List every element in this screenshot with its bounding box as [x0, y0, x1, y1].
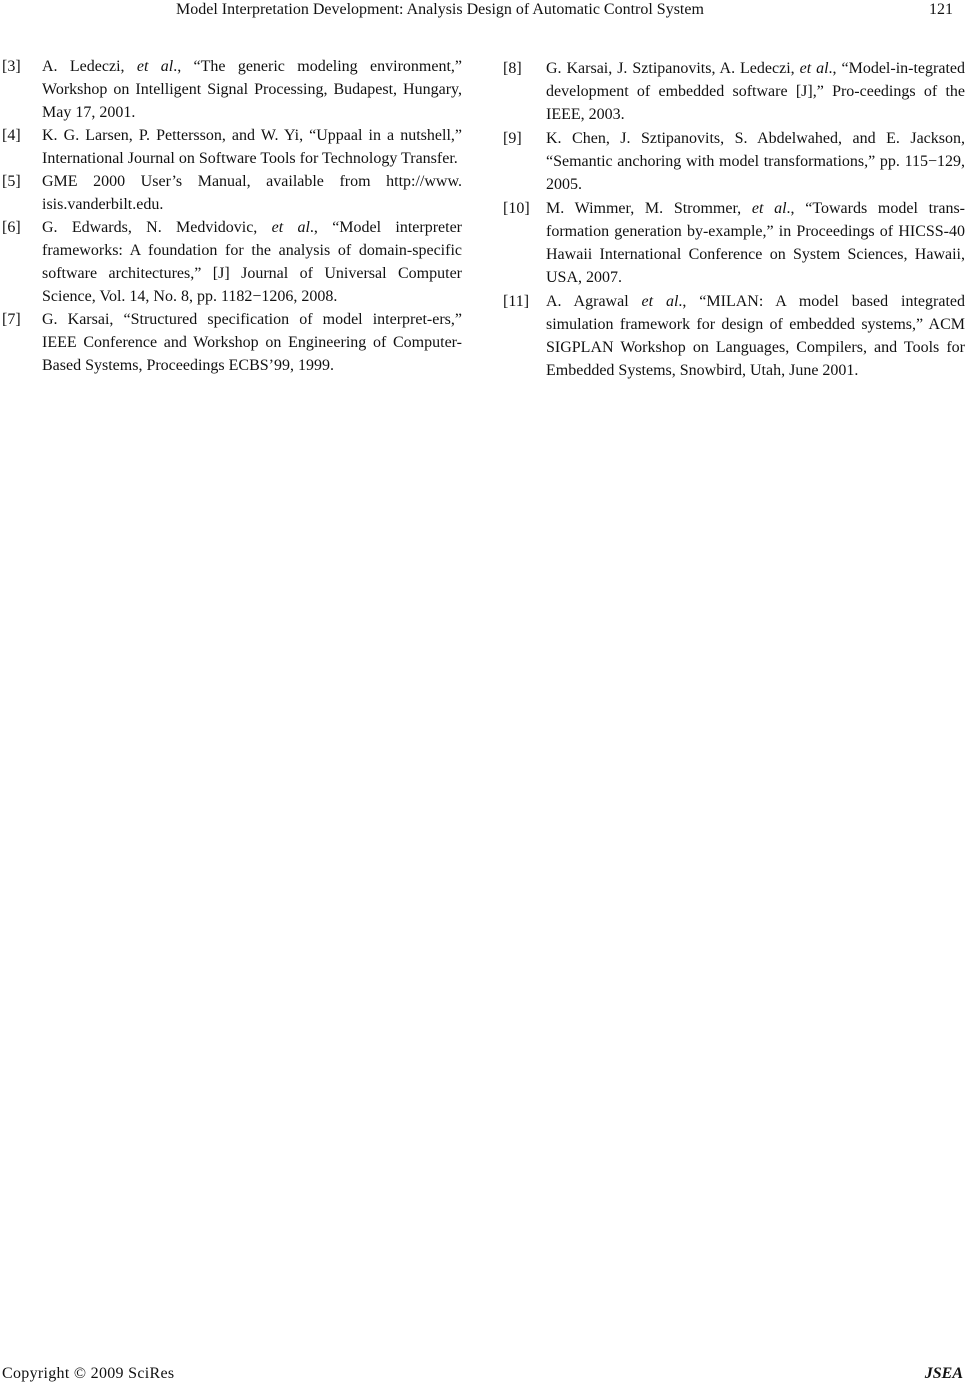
reference-item [2, 216, 462, 308]
reference-item [503, 197, 965, 289]
reference-number: [3] [2, 58, 21, 75]
reference-text: G. Karsai, J. Sztipanovits, A. Ledeczi, et al., “Model-in-tegrated development of embedded software [J],” Pro-ceedings of the IEEE, 2003. [546, 60, 965, 123]
reference-text: G. Karsai, “Structured specification of model interpret-ers,” IEEE Conference and Workshop on Engineering of Computer-Based Systems, Proceedings ECBS’99, 1999. [42, 311, 462, 374]
reference-text: A. Ledeczi, et al., “The generic modeling environment,” Workshop on Intelligent Signal Processing, Budapest, Hungary, May 17, 2001. [42, 58, 462, 121]
reference-item [503, 290, 965, 382]
reference-text: M. Wimmer, M. Strommer, et al., “Towards model trans-formation generation by-example,” in Proceedings of HICSS-40 Hawaii International Conference on System Sciences, Hawaii, USA, 2007. [546, 200, 965, 286]
reference-number: [8] [503, 60, 522, 77]
reference-number: [11] [503, 293, 530, 310]
running-header [0, 0, 967, 24]
running-title: Model Interpretation Development: Analysis Design of Automatic Control System [176, 1, 704, 18]
reference-item [2, 308, 462, 377]
reference-number: [10] [503, 200, 530, 217]
reference-item [2, 170, 462, 216]
reference-text: G. Edwards, N. Medvidovic, et al., “Model interpreter frameworks: A foundation for the analysis of domain-specific software architectures,” [J] Journal of Universal Computer Science, Vol. 14, No. 8, pp. 1182−1206, 2008. [42, 219, 462, 305]
reference-text: A. Agrawal et al., “MILAN: A model based integrated simulation framework for design of embedded systems,” ACM SIGPLAN Workshop on Languages, Compilers, and Tools for Embedded Systems, Snowbird, Utah, June 2001. [546, 293, 965, 379]
reference-number: [6] [2, 219, 21, 236]
reference-number: [9] [503, 130, 522, 147]
reference-item [503, 57, 965, 126]
page-footer [0, 1364, 967, 1386]
reference-item [2, 55, 462, 124]
journal-abbreviation: JSEA [924, 1365, 963, 1382]
reference-text: K. Chen, J. Sztipanovits, S. Abdelwahed, and E. Jackson, “Semantic anchoring with model transformations,” pp. 115−129, 2005. [546, 130, 965, 193]
reference-number: [4] [2, 127, 21, 144]
reference-number: [5] [2, 173, 21, 190]
page-number: 121 [929, 1, 953, 18]
copyright-notice: Copyright © 2009 SciRes [2, 1365, 175, 1382]
reference-item [2, 124, 462, 170]
references-right-column [503, 57, 965, 383]
references-left-column [2, 55, 462, 377]
reference-item [503, 127, 965, 196]
reference-number: [7] [2, 311, 21, 328]
reference-text: GME 2000 User’s Manual, available from http://www. isis.vanderbilt.edu. [42, 173, 462, 213]
reference-text: K. G. Larsen, P. Pettersson, and W. Yi, “Uppaal in a nutshell,” International Journal on Software Tools for Technology Transfer. [42, 127, 462, 167]
